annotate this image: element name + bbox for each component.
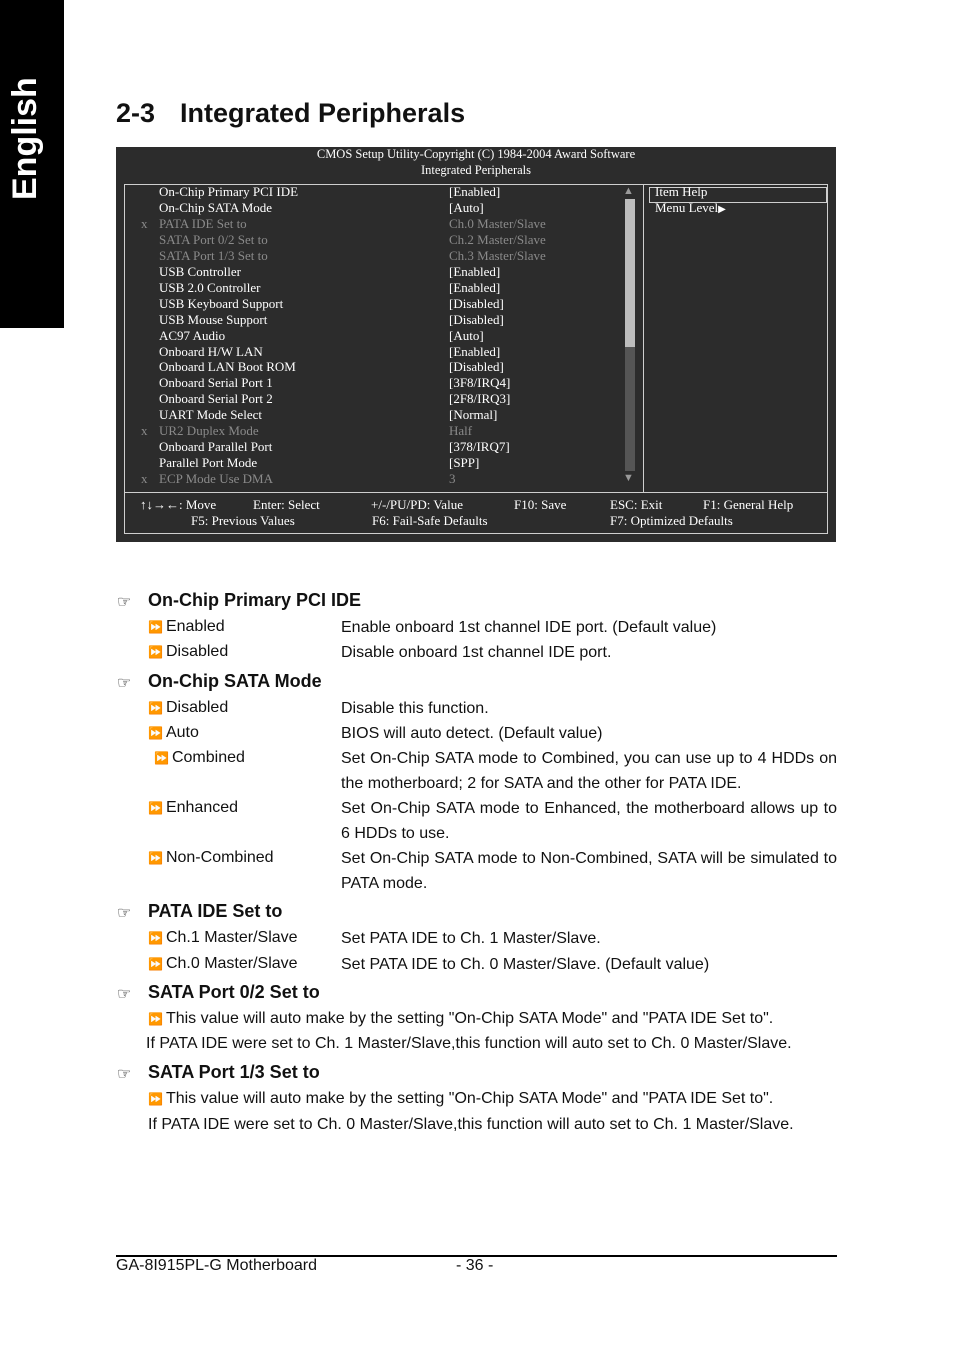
bios-item-value[interactable]: [Auto] [449, 327, 484, 343]
language-tab [0, 0, 64, 328]
bios-item-label: Onboard Serial Port 1 [159, 375, 273, 391]
key-previous-values: F5: Previous Values [191, 513, 295, 528]
key-enter: Enter: Select [253, 497, 320, 512]
bios-item-label: SATA Port 0/2 Set to [159, 231, 268, 247]
option-name: ⏩ Auto [148, 724, 199, 741]
section-number: 2-3 [116, 98, 156, 128]
double-arrow-icon: ⏩ [148, 701, 163, 715]
scrollbar[interactable] [625, 199, 635, 471]
bios-item-label: USB Keyboard Support [159, 295, 284, 311]
option-name: ⏩ Enabled [148, 618, 225, 635]
bios-item-value[interactable]: Ch.0 Master/Slave [449, 215, 546, 231]
heading-sata-port-0-2: SATA Port 0/2 Set to [148, 982, 320, 1002]
double-arrow-icon: ⏩ [148, 931, 163, 945]
option-desc: Disable this function. [341, 700, 489, 717]
menu-level-text [655, 200, 726, 216]
bios-item-label: Onboard Serial Port 2 [159, 391, 273, 407]
double-arrow-icon: ⏩ [148, 1012, 163, 1026]
double-arrow-icon: ⏩ [148, 645, 163, 659]
bios-item-value[interactable]: [Disabled] [449, 311, 504, 327]
key-exit: ESC: Exit [610, 497, 663, 512]
bios-screen [116, 147, 836, 542]
bios-header-copyright: CMOS Setup Utility-Copyright (C) 1984-2004 Award Software [316, 147, 636, 161]
key-save: F10: Save [514, 497, 567, 512]
bios-item-value[interactable]: [2F8/IRQ3] [449, 391, 511, 407]
item-help-title: Item Help [655, 184, 708, 199]
note-line: If PATA IDE were set to Ch. 1 Master/Slave,this function will auto set to Ch. 0 Master/Slave. [146, 1035, 792, 1052]
bios-item-label: USB Controller [159, 263, 241, 279]
double-arrow-icon: ⏩ [148, 1092, 163, 1106]
bios-item-value[interactable]: Ch.2 Master/Slave [449, 231, 546, 247]
menu-level-arrow-icon: ▶ [718, 204, 726, 215]
option-desc: Set PATA IDE to Ch. 1 Master/Slave. [341, 930, 601, 947]
bios-item-value[interactable]: [3F8/IRQ4] [449, 375, 511, 391]
double-arrow-icon: ⏩ [154, 751, 169, 765]
option-name: ⏩ Ch.0 Master/Slave [148, 955, 298, 972]
bios-item-value[interactable]: 3 [449, 471, 456, 487]
double-arrow-icon: ⏩ [148, 851, 163, 865]
key-fail-safe: F6: Fail-Safe Defaults [372, 513, 488, 528]
bios-item-value[interactable]: [Disabled] [449, 359, 504, 375]
option-name: ⏩ Non-Combined [148, 849, 274, 866]
scroll-down-icon[interactable]: ▼ [623, 472, 634, 484]
bios-item-label: On-Chip Primary PCI IDE [159, 184, 299, 199]
option-name: ⏩ Disabled [148, 643, 229, 660]
bios-item-value[interactable]: [Enabled] [449, 343, 501, 359]
scroll-up-icon[interactable]: ▲ [623, 185, 634, 197]
heading-on-chip-primary-pci-ide: On-Chip Primary PCI IDE [148, 590, 362, 610]
bios-item-label: Onboard Parallel Port [159, 439, 273, 455]
heading-sata-port-1-3: SATA Port 1/3 Set to [148, 1062, 320, 1082]
disabled-mark: x [141, 423, 148, 439]
key-value: +/-/PU/PD: Value [371, 497, 463, 512]
option-desc: BIOS will auto detect. (Default value) [341, 725, 603, 742]
disabled-mark: x [141, 471, 148, 487]
bios-item-value[interactable]: [SPP] [449, 455, 480, 471]
double-arrow-icon: ⏩ [148, 726, 163, 740]
option-desc: Disable onboard 1st channel IDE port. [341, 644, 612, 661]
bios-item-value[interactable]: Half [449, 423, 473, 439]
bios-item-label: Onboard H/W LAN [159, 343, 263, 359]
language-tab-label: English [6, 77, 44, 200]
bios-item-label: PATA IDE Set to [159, 215, 247, 231]
key-move: ↑↓→←: Move [140, 497, 217, 512]
option-name: ⏩ Combined [154, 749, 245, 766]
bios-header-page-title: Integrated Peripherals [420, 163, 532, 177]
section-title-text: Integrated Peripherals [180, 98, 466, 128]
bios-item-value[interactable]: [Enabled] [449, 184, 501, 199]
menu-level-label: Menu Level [655, 200, 719, 215]
bios-item-value[interactable]: [Enabled] [449, 263, 501, 279]
option-name: ⏩ Disabled [148, 699, 229, 716]
key-general-help: F1: General Help [703, 497, 794, 512]
bios-item-label: UR2 Duplex Mode [159, 423, 259, 439]
bios-item-value[interactable]: Ch.3 Master/Slave [449, 247, 546, 263]
panel-divider [643, 185, 644, 492]
bios-item-value[interactable]: [Normal] [449, 407, 498, 423]
footer-page-number: - 36 - [456, 1257, 494, 1274]
double-arrow-icon: ⏩ [148, 957, 163, 971]
heading-pata-ide-set-to: PATA IDE Set to [148, 901, 283, 921]
hand-pointer-icon: ☞ [117, 594, 132, 611]
bios-item-label: Onboard LAN Boot ROM [159, 359, 296, 375]
hand-pointer-icon: ☞ [117, 675, 132, 692]
footer-model: GA-8I915PL-G Motherboard [116, 1257, 317, 1274]
bios-item-value[interactable]: [Disabled] [449, 295, 504, 311]
option-desc: Enable onboard 1st channel IDE port. (Default value) [341, 619, 717, 636]
bios-item-value[interactable]: [Enabled] [449, 279, 501, 295]
bios-item-label: AC97 Audio [159, 327, 226, 343]
bios-item-label: UART Mode Select [159, 407, 262, 423]
bios-item-label: ECP Mode Use DMA [159, 471, 273, 487]
option-desc: Set On-Chip SATA mode to Non-Combined, SATA will be simulated to PATA mode. [341, 850, 837, 892]
scrollbar-thumb[interactable] [625, 199, 635, 347]
note-line: ⏩ This value will auto make by the setting "On-Chip SATA Mode" and "PATA IDE Set to". [148, 1010, 774, 1027]
disabled-mark: x [141, 215, 148, 231]
hand-pointer-icon: ☞ [117, 1066, 132, 1083]
option-desc: Set On-Chip SATA mode to Combined, you can use up to 4 HDDs on the motherboard; 2 for SATA and the other for PATA IDE. [341, 750, 837, 792]
bios-item-label: SATA Port 1/3 Set to [159, 247, 268, 263]
double-arrow-icon: ⏩ [148, 620, 163, 634]
bios-item-label: USB 2.0 Controller [159, 279, 261, 295]
hand-pointer-icon: ☞ [117, 905, 132, 922]
option-desc: Set On-Chip SATA mode to Enhanced, the motherboard allows up to 6 HDDs to use. [341, 800, 837, 842]
hand-pointer-icon: ☞ [117, 986, 132, 1003]
bios-item-label: USB Mouse Support [159, 311, 268, 327]
option-desc: Set PATA IDE to Ch. 0 Master/Slave. (Default value) [341, 956, 710, 973]
section-title [116, 98, 465, 129]
bios-key-help-panel [124, 492, 828, 534]
double-arrow-icon: ⏩ [148, 801, 163, 815]
bios-item-value[interactable]: [378/IRQ7] [449, 439, 510, 455]
option-name: ⏩ Ch.1 Master/Slave [148, 929, 298, 946]
bios-main-panel [124, 184, 828, 493]
option-name: ⏩ Enhanced [148, 799, 239, 816]
key-optimized: F7: Optimized Defaults [610, 513, 733, 528]
note-line: ⏩ This value will auto make by the setting "On-Chip SATA Mode" and "PATA IDE Set to". [148, 1090, 774, 1107]
heading-on-chip-sata-mode: On-Chip SATA Mode [148, 671, 322, 691]
bios-item-label: On-Chip SATA Mode [159, 199, 273, 215]
bios-item-value[interactable]: [Auto] [449, 199, 484, 215]
bios-item-label: Parallel Port Mode [159, 455, 258, 471]
note-line: If PATA IDE were set to Ch. 0 Master/Slave,this function will auto set to Ch. 1 Master/Slave. [148, 1116, 794, 1133]
